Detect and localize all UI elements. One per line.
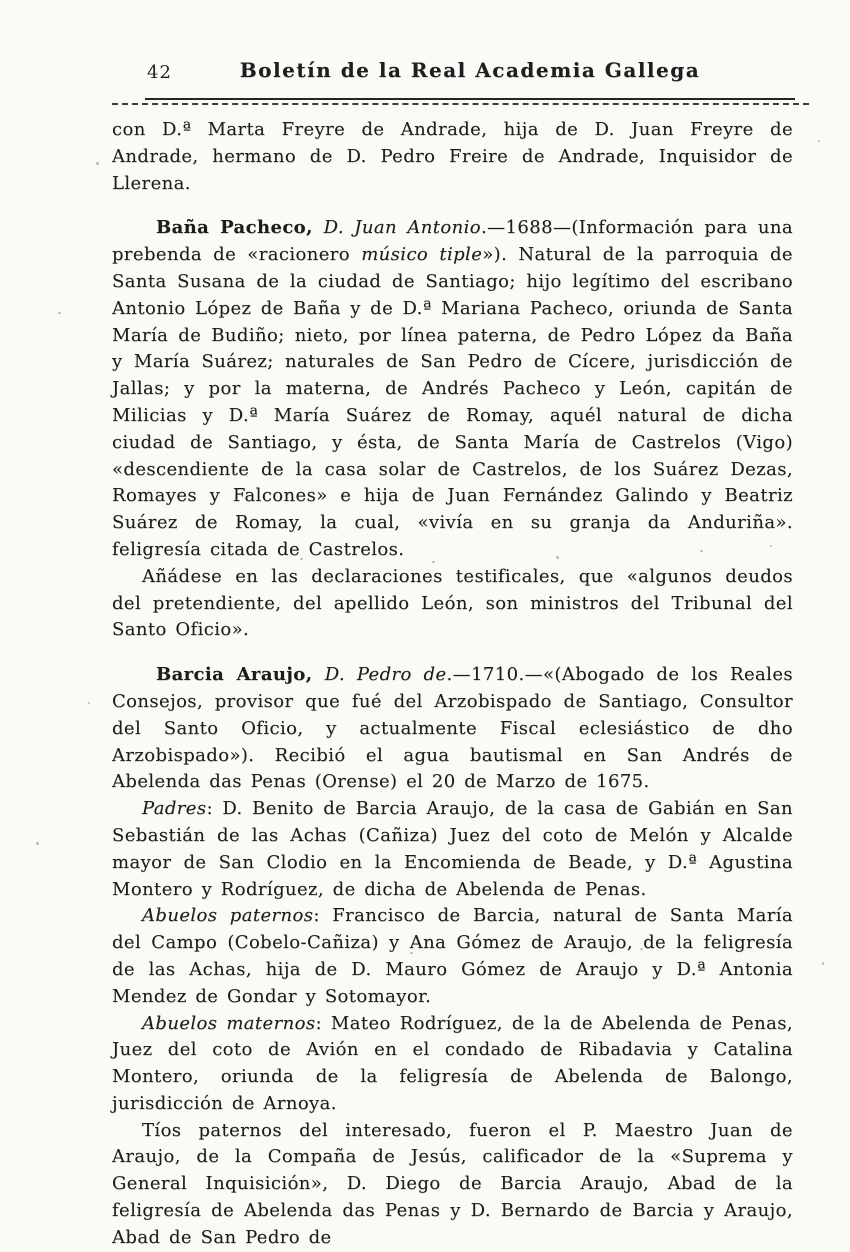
paragraph-padres: Padres: D. Benito de Barcia Araujo, de la casa de Gabián en San Sebastián de las Achas (Cañiza) Juez del coto de Melón y Alcalde mayor de San Clodio en la Encomienda de Beade, y D.ª Agustina Montero y Rodríguez, de dicha de Abelenda de Penas. [112, 798, 793, 900]
page-header [0, 0, 850, 90]
text-block [112, 117, 793, 1252]
header-rule-solid [145, 98, 795, 100]
scan-speckle [818, 140, 820, 142]
paragraph-abuelos-maternos: Abuelos maternos: Mateo Rodríguez, de la de Abelenda de Penas, Juez del coto de Avión en el condado de Ribadavia y Catalina Montero, oriunda de la feligresía de Abelenda de Balongo, jurisdicción de Arnoya. [112, 1012, 793, 1114]
page-number: 42 [147, 62, 172, 83]
paragraph-continuation: con D.ª Marta Freyre de Andrade, hija de D. Juan Freyre de Andrade, hermano de D. Pedro Freire de Andrade, Inquisidor de Llerena. [112, 119, 793, 194]
header-rule-dashed [112, 103, 809, 105]
scan-speckle [88, 702, 90, 704]
scan-speckle [58, 312, 61, 314]
scan-speckle [96, 162, 99, 165]
scan-speckle [822, 962, 824, 965]
entry-barcia-araujo: Barcia Araujo, D. Pedro de.—1710.—«(Abogado de los Reales Consejos, provisor que fué del Arzobispado de Santiago, Consultor del Santo Oficio, y actualmente Fiscal eclesiástico de dho Arzobispado»). Recibió el agua bautismal en San Andrés de Abelenda das Penas (Orense) el 20 de Marzo de 1675. [112, 664, 794, 793]
journal-title: Boletín de la Real Academia Gallega [239, 58, 701, 82]
scan-speckle [36, 842, 39, 845]
entry-bana-pacheco: Baña Pacheco, D. Juan Antonio.—1688—(Información para una prebenda de «racionero músico tiple»). Natural de la parroquia de Santa Susana de la ciudad de Santiago; hijo legítimo del escribano Antonio López de Baña y de D.ª Mariana Pacheco, oriunda de Santa María de Budiño; nieto, por línea paterna, de Pedro López da Baña y María Suárez; naturales de San Pedro de Cícere, jurisdicción de Jallas; y por la materna, de Andrés Pacheco y León, capitán de Milicias y D.ª María Suárez de Romay, aquél natural de dicha ciudad de Santiago, y ésta, de Santa María de Castrelos (Vigo) «descendiente de la casa solar de Castrelos, de los Suárez Dezas, Romayes y Falcones» e hija de Juan Fernández Galindo y Beatriz Suárez de Romay, la cual, «vivía en su granja da Anduriña». feligresía citada de Castrelos. [112, 217, 793, 560]
paragraph-anadese: Añádese en las declaraciones testificales, que «algunos deudos del pretendiente, del apellido León, son ministros del Tribunal del Santo Oficio». [112, 565, 793, 641]
paragraph-abuelos-paternos: Abuelos paternos: Francisco de Barcia, natural de Santa María del Campo (Cobelo-Cañiza) y Ana Gómez de Araujo, de la feligresía de las Achas, hija de D. Mauro Gómez de Araujo y D.ª Antonia Mendez de Gondar y Sotomayor. [112, 905, 793, 1007]
paragraph-tios-paternos: Tíos paternos del interesado, fueron el P. Maestro Juan de Araujo, de la Compaña de Jesús, calificador de la «Suprema y General Inquisición», D. Diego de Barcia Araujo, Abad de la feligresía de Abelenda das Penas y D. Bernardo de Barcia y Araujo, Abad de San Pedro de [112, 1119, 793, 1248]
